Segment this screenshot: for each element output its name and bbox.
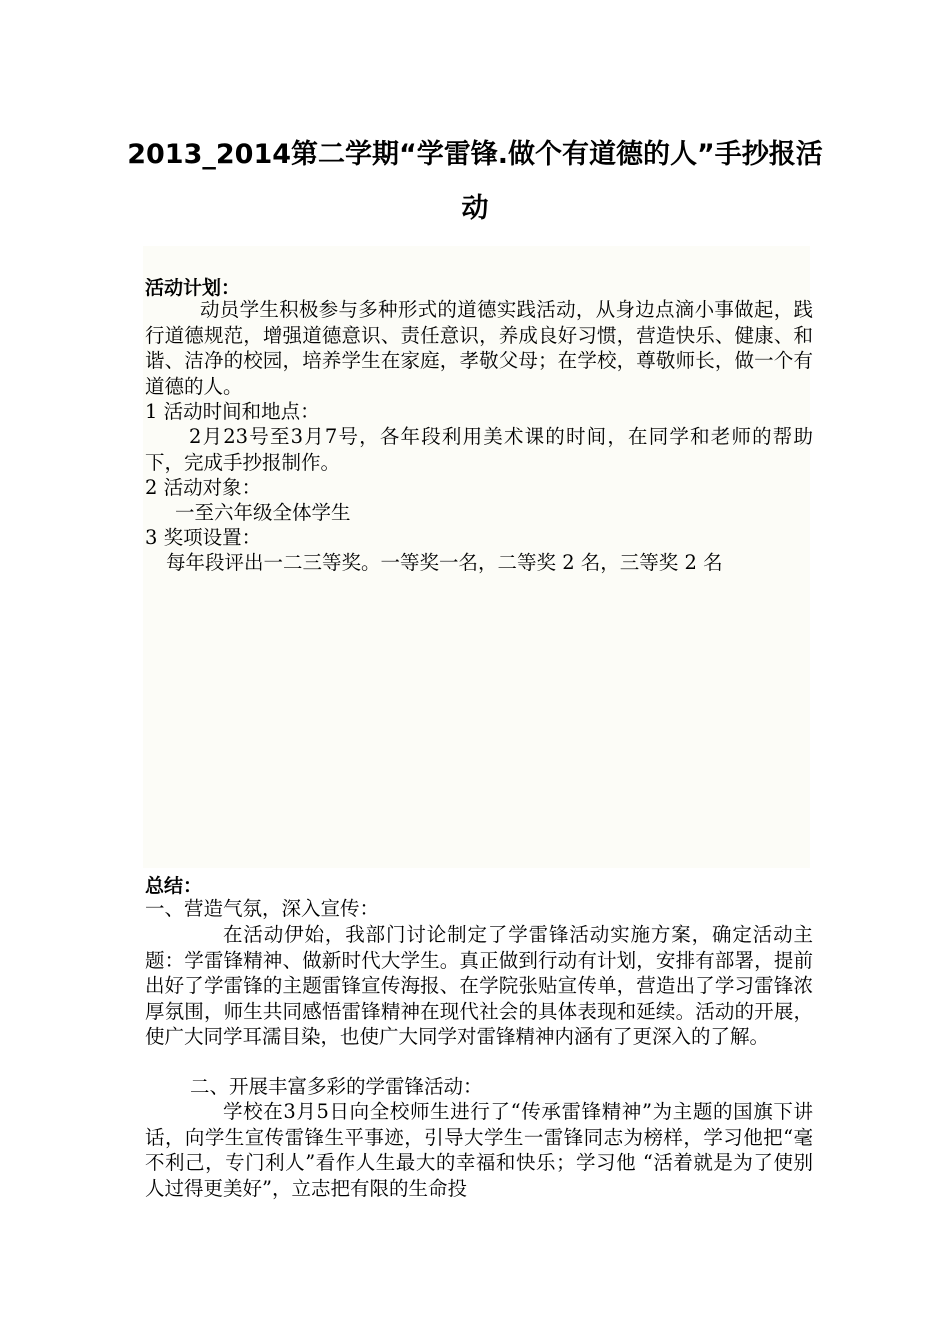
summary-section-2-title: 二、开展丰富多彩的学雷锋活动：	[190, 1075, 483, 1098]
summary-section-1-body: 在活动伊始，我部门讨论制定了学雷锋活动实施方案，确定活动主题：学雷锋精神、做新时代大学生。真正做到行动有计划，安排有部署，提前出好了学雷锋的主题雷锋宣传海报、在学院张贴宣传单，营造出了学习雷锋浓厚氛围，师生共同感悟雷锋精神在现代社会的具体表现和延续。活动的开展，使广大同学耳濡目染，也使广大同学对雷锋精神内涵有了更深入的了解。	[145, 923, 813, 1048]
plan-item-3-body: 每年段评出一二三等奖。一等奖一名，二等奖 2 名，三等奖 2 名	[166, 551, 723, 574]
plan-item-1-body: 2月23号至3月7号，各年段利用美术课的时间，在同学和老师的帮助下，完成手抄报制作。	[145, 425, 813, 474]
plan-intro: 动员学生积极参与多种形式的道德实践活动，从身边点滴小事做起，践行道德规范，增强道德意识、责任意识，养成良好习惯，营造快乐、健康、和谐、洁净的校园，培养学生在家庭，孝敬父母；在学校，尊敬师长，做一个有道德的人。	[145, 298, 813, 398]
plan-item-3-title: 3 奖项设置：	[145, 526, 262, 549]
plan-item-2-body: 一至六年级全体学生	[175, 501, 351, 524]
plan-item-1-title: 1 活动时间和地点：	[145, 400, 320, 423]
plan-item-2-title: 2 活动对象：	[145, 476, 262, 499]
summary-section-1-title: 一、营造气氛，深入宣传：	[145, 897, 380, 920]
summary-heading: 总结：	[145, 875, 203, 897]
summary-section-2-body: 学校在3月5日向全校师生进行了“传承雷锋精神”为主题的国旗下讲话，向学生宣传雷锋生平事迹，引导大学生一雷锋同志为榜样，学习他把“毫不利己，专门利人”看作人生最大的幸福和快乐；学习他 “活着就是为了使别人过得更美好”，立志把有限的生命投	[145, 1100, 813, 1200]
plan-heading: 活动计划：	[145, 277, 241, 299]
document-title: 2013_2014第二学期“学雷锋.做个有道德的人”手抄报活动	[127, 139, 823, 224]
